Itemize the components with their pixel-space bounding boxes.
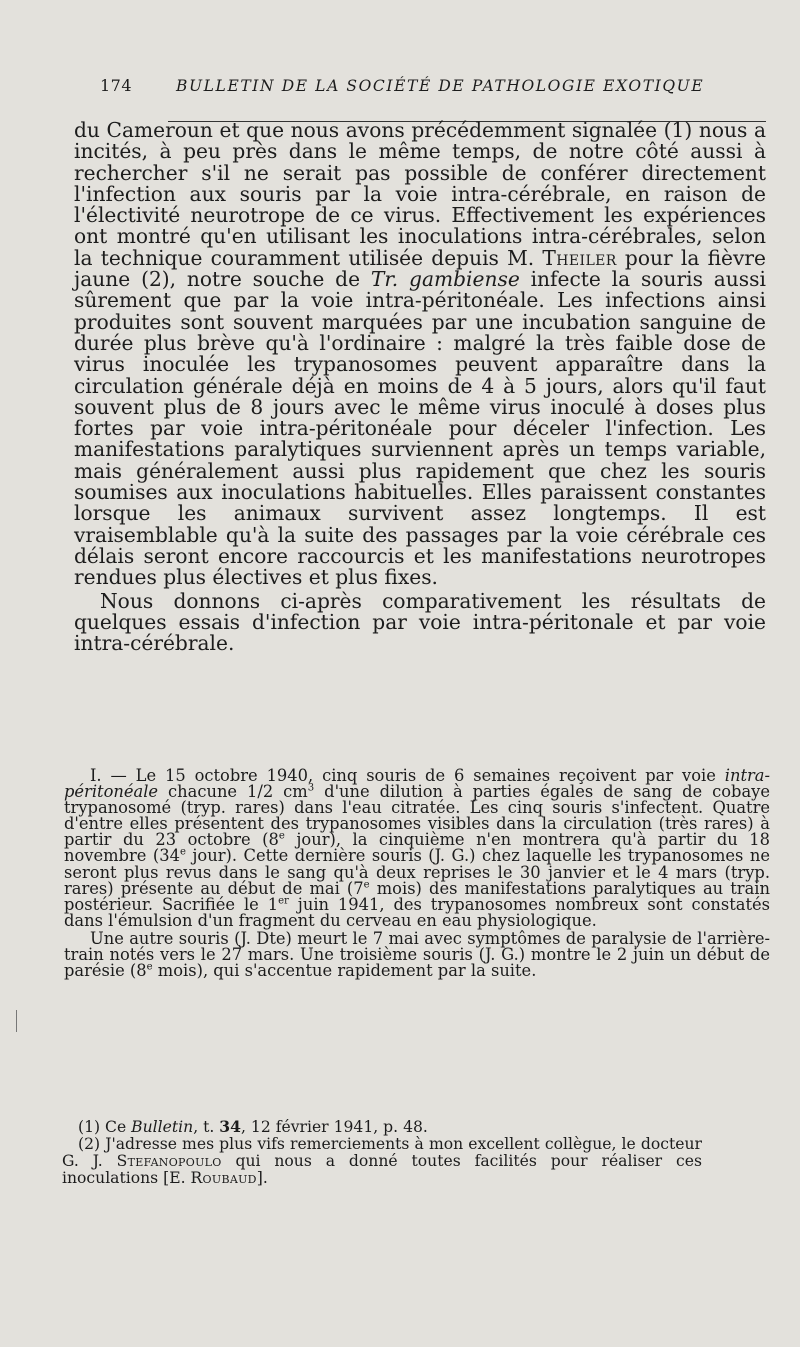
species-name: Tr. gambiense	[370, 267, 520, 292]
running-header	[100, 76, 765, 104]
margin-mark	[16, 1010, 17, 1032]
experiment-paragraph-2: Une autre souris (J. Dte) meurt le 7 mai avec symptômes de paralysie de l'arrière-train notés vers le 27 mars. Une troisième souris (J. G.) montre le 2 juin un début de parésie (8e mois), qui s'accentue rapidement par la suite.	[64, 928, 770, 981]
paragraph-2: Nous donnons ci-après comparativement les résultats de quelques essais d'infection par voie intra-péritonale et par voie intra-cérébrale.	[74, 588, 766, 656]
experiment-paragraph-1: I. — Le 15 octobre 1940, cinq souris de 6 semaines reçoivent par voie intra-péritonéale chacune 1/2 $cm^3$ d'une dilution à parties égales de sang de cobaye trypanosomé (tryp. rares) dans l'eau citratée. Les cinq souris s'infectent. Quatre d'entre elles présentent des trypanosomes visibles dans la circulation (très rares) à partir du 23 octobre (8e jour), la cinquième n'en montrera qu'à partir du 18 novembre (34e jour). Cette dernière souris (J. G.) chez laquelle les trypanosomes ne seront plus revus dans le sang qu'à deux reprises le 30 janvier et le 4 mars (tryp. rares) présente au début de mai (7e mois) des manifestations paralytiques au train postérieur. Sacrifiée le 1er juin 1941, des trypanosomes nombreux sont constatés dans l'émulsion d'un fragment du cerveau en eau physiologique.	[64, 766, 770, 930]
footnotes	[62, 1118, 702, 1187]
main-text	[74, 120, 766, 654]
footnote-2: (2) J'adresse mes plus vifs remerciements à mon excellent collègue, le docteur G. J. Stefanopoulo qui nous a donné toutes facilités pour réaliser ces inoculations [E. Roubaud].	[62, 1135, 702, 1187]
page-number: 174	[100, 76, 133, 95]
author-name-theiler: Theiler	[542, 245, 617, 270]
running-title: BULLETIN DE LA SOCIÉTÉ DE PATHOLOGIE EXOTIQUE	[176, 77, 705, 95]
experiment-report	[64, 768, 770, 979]
paragraph-1: du Cameroun et que nous avons précédemment signalée (1) nous a incités, à peu près dans le même temps, de notre côté aussi à rechercher s'il ne serait pas possible de conférer directement l'infection aux souris par la voie intra-cérébrale, en raison de l'électivité neurotrope de ce virus. Effectivement les expériences ont montré qu'en utilisant les inoculations intra-cérébrales, selon la technique couramment utilisée depuis M. Theiler pour la fièvre jaune (2), notre souche de Tr. gambiense infecte la souris aussi sûrement que par la voie intra-péritonéale. Les infections ainsi produites sont souvent marquées par une incubation sanguine de durée plus brève qu'à l'ordinaire : malgré la très faible dose de virus inoculée les trypanosomes peuvent apparaître dans la circulation générale déjà en moins de 4 à 5 jours, alors qu'il faut souvent plus de 8 jours avec le même virus inoculé à doses plus fortes par voie intra-péritonéale pour déceler l'infection. Les manifestations paralytiques surviennent après un temps variable, mais généralement aussi plus rapidement que chez les souris soumises aux inoculations habituelles. Elles paraissent constantes lorsque les animaux survivent assez longtemps. Il est vraisemblable qu'à la suite des passages par la voie cérébrale ces délais seront encore raccourcis et les manifestations neurotropes rendues plus électives et plus fixes.	[74, 118, 766, 590]
footnote-1: (1) Ce Bulletin, t. 34, 12 février 1941, p. 48.	[78, 1117, 428, 1136]
